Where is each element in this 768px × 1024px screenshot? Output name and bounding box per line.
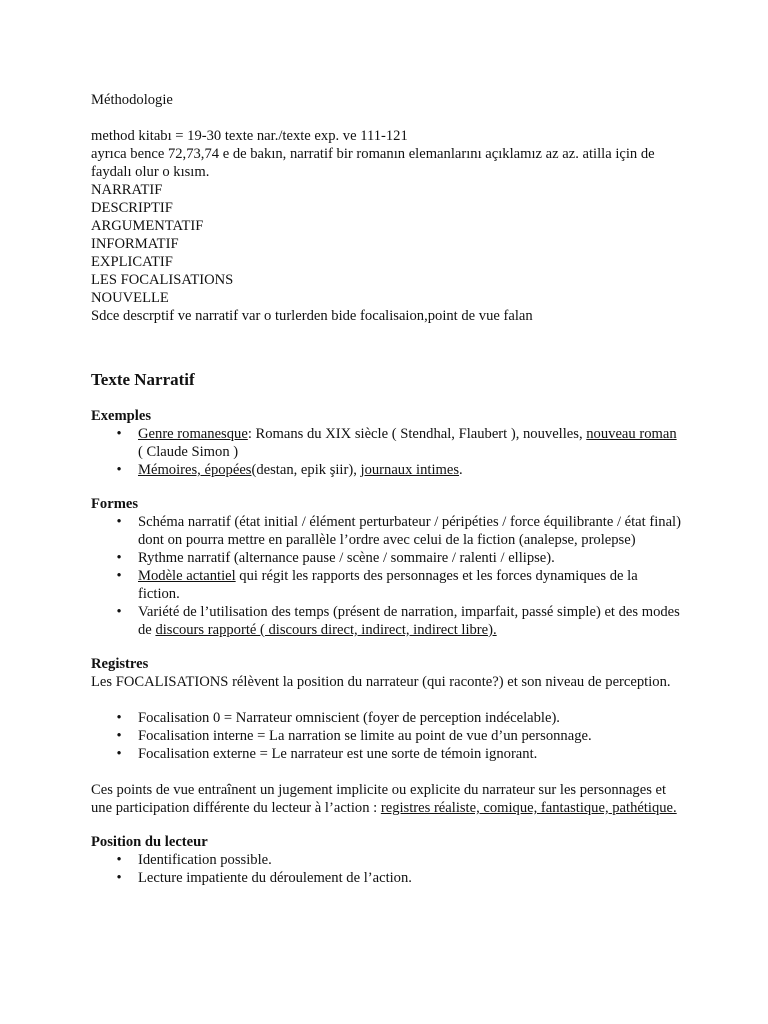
bullet-icon: • [116,852,122,868]
intro-line: INFORMATIF [91,236,179,252]
focalisation-list [91,709,681,763]
registres-conclusion [91,781,681,817]
position-heading: Position du lecteur [91,834,208,850]
paragraph-text: Ces points de vue entraînent un jugement implicite ou explicite du narrateur sur les personnages et une participation différente du lecteur à l’action : [91,782,667,816]
bullet-icon: • [116,710,122,726]
exemples-heading: Exemples [91,408,151,424]
exemples-list [91,425,681,479]
spacer [91,691,681,709]
intro-line: NOUVELLE [91,290,169,306]
bullet-icon: • [116,604,122,620]
bullet-icon: • [116,568,122,584]
item-text: . [459,462,463,478]
spacer [91,817,681,833]
section-title: Texte Narratif [91,370,195,389]
list-item [91,727,681,745]
list-item [91,513,681,549]
list-item [91,745,681,763]
formes-heading: Formes [91,496,139,512]
formes-list [91,513,681,639]
item-text: (destan, epik şiir), [251,462,361,478]
spacer [91,109,681,127]
list-item [91,549,681,567]
intro-line: EXPLICATIF [91,254,173,270]
list-item [91,425,681,461]
item-text: Schéma narratif (état initial / élément perturbateur / péripéties / force équilibrante / état final) dont on pourra mettre en parallèle l’ordre avec celui de la fiction (analepse, prolepse) [138,514,681,548]
bullet-icon: • [116,426,122,442]
intro-title: Méthodologie [91,92,173,108]
list-item [91,869,681,887]
item-text: Variété de l’utilisation des temps (présent de narration, imparfait, passé simple) et des modes de [138,604,680,638]
item-text: Focalisation externe = Le narrateur est une sorte de témoin ignorant. [138,746,538,762]
bullet-icon: • [116,746,122,762]
spacer [91,479,681,495]
spacer [91,763,681,781]
list-item [91,461,681,479]
item-text: ( Claude Simon ) [138,444,239,460]
intro-line: ARGUMENTATIF [91,218,204,234]
item-text: : Romans du XIX siècle ( Stendhal, Flaubert ), nouvelles, [247,426,587,442]
intro-line: method kitabı = 19-30 texte nar./texte exp. ve 111-121 [91,128,408,144]
bullet-icon: • [116,550,122,566]
registres-heading: Registres [91,656,149,672]
spacer [91,639,681,655]
underlined-term: Modèle actantiel [138,568,236,584]
underlined-term: discours rapporté ( discours direct, indirect, indirect libre). [155,622,497,638]
intro-line: Sdce descrptif ve narratif var o turlerden bide focalisaion,point de vue falan [91,308,533,324]
underlined-term: journaux intimes [360,462,460,478]
item-text: Identification possible. [138,852,272,868]
registres-intro: Les FOCALISATIONS rélèvent la position du narrateur (qui raconte?) et son niveau de perception. [91,674,671,690]
bullet-icon: • [116,870,122,886]
intro-line: NARRATIF [91,182,163,198]
intro-line: DESCRIPTIF [91,200,173,216]
underlined-term: nouveau roman [586,426,677,442]
underlined-term: registres réaliste, comique, fantastique, pathétique. [380,800,677,816]
item-text: qui régit les rapports des personnages et les forces dynamiques de la fiction. [138,568,638,602]
spacer [91,325,681,369]
intro-line: LES FOCALISATIONS [91,272,234,288]
item-text: Focalisation interne = La narration se limite au point de vue d’un personnage. [138,728,592,744]
list-item [91,851,681,869]
item-text: Rythme narratif (alternance pause / scène / sommaire / ralenti / ellipse). [138,550,555,566]
item-text: Lecture impatiente du déroulement de l’action. [138,870,412,886]
underlined-term: Mémoires, épopées [138,462,252,478]
underlined-term: Genre romanesque [138,426,248,442]
document-page [91,91,681,887]
spacer [91,391,681,407]
list-item [91,709,681,727]
list-item [91,603,681,639]
bullet-icon: • [116,514,122,530]
item-text: Focalisation 0 = Narrateur omniscient (foyer de perception indécelable). [138,710,560,726]
list-item [91,567,681,603]
intro-line: ayrıca bence 72,73,74 e de bakın, narratif bir romanın elemanlarını açıklamız az az. atilla için de faydalı olur o kısım. [91,146,655,180]
bullet-icon: • [116,728,122,744]
bullet-icon: • [116,462,122,478]
position-list [91,851,681,887]
